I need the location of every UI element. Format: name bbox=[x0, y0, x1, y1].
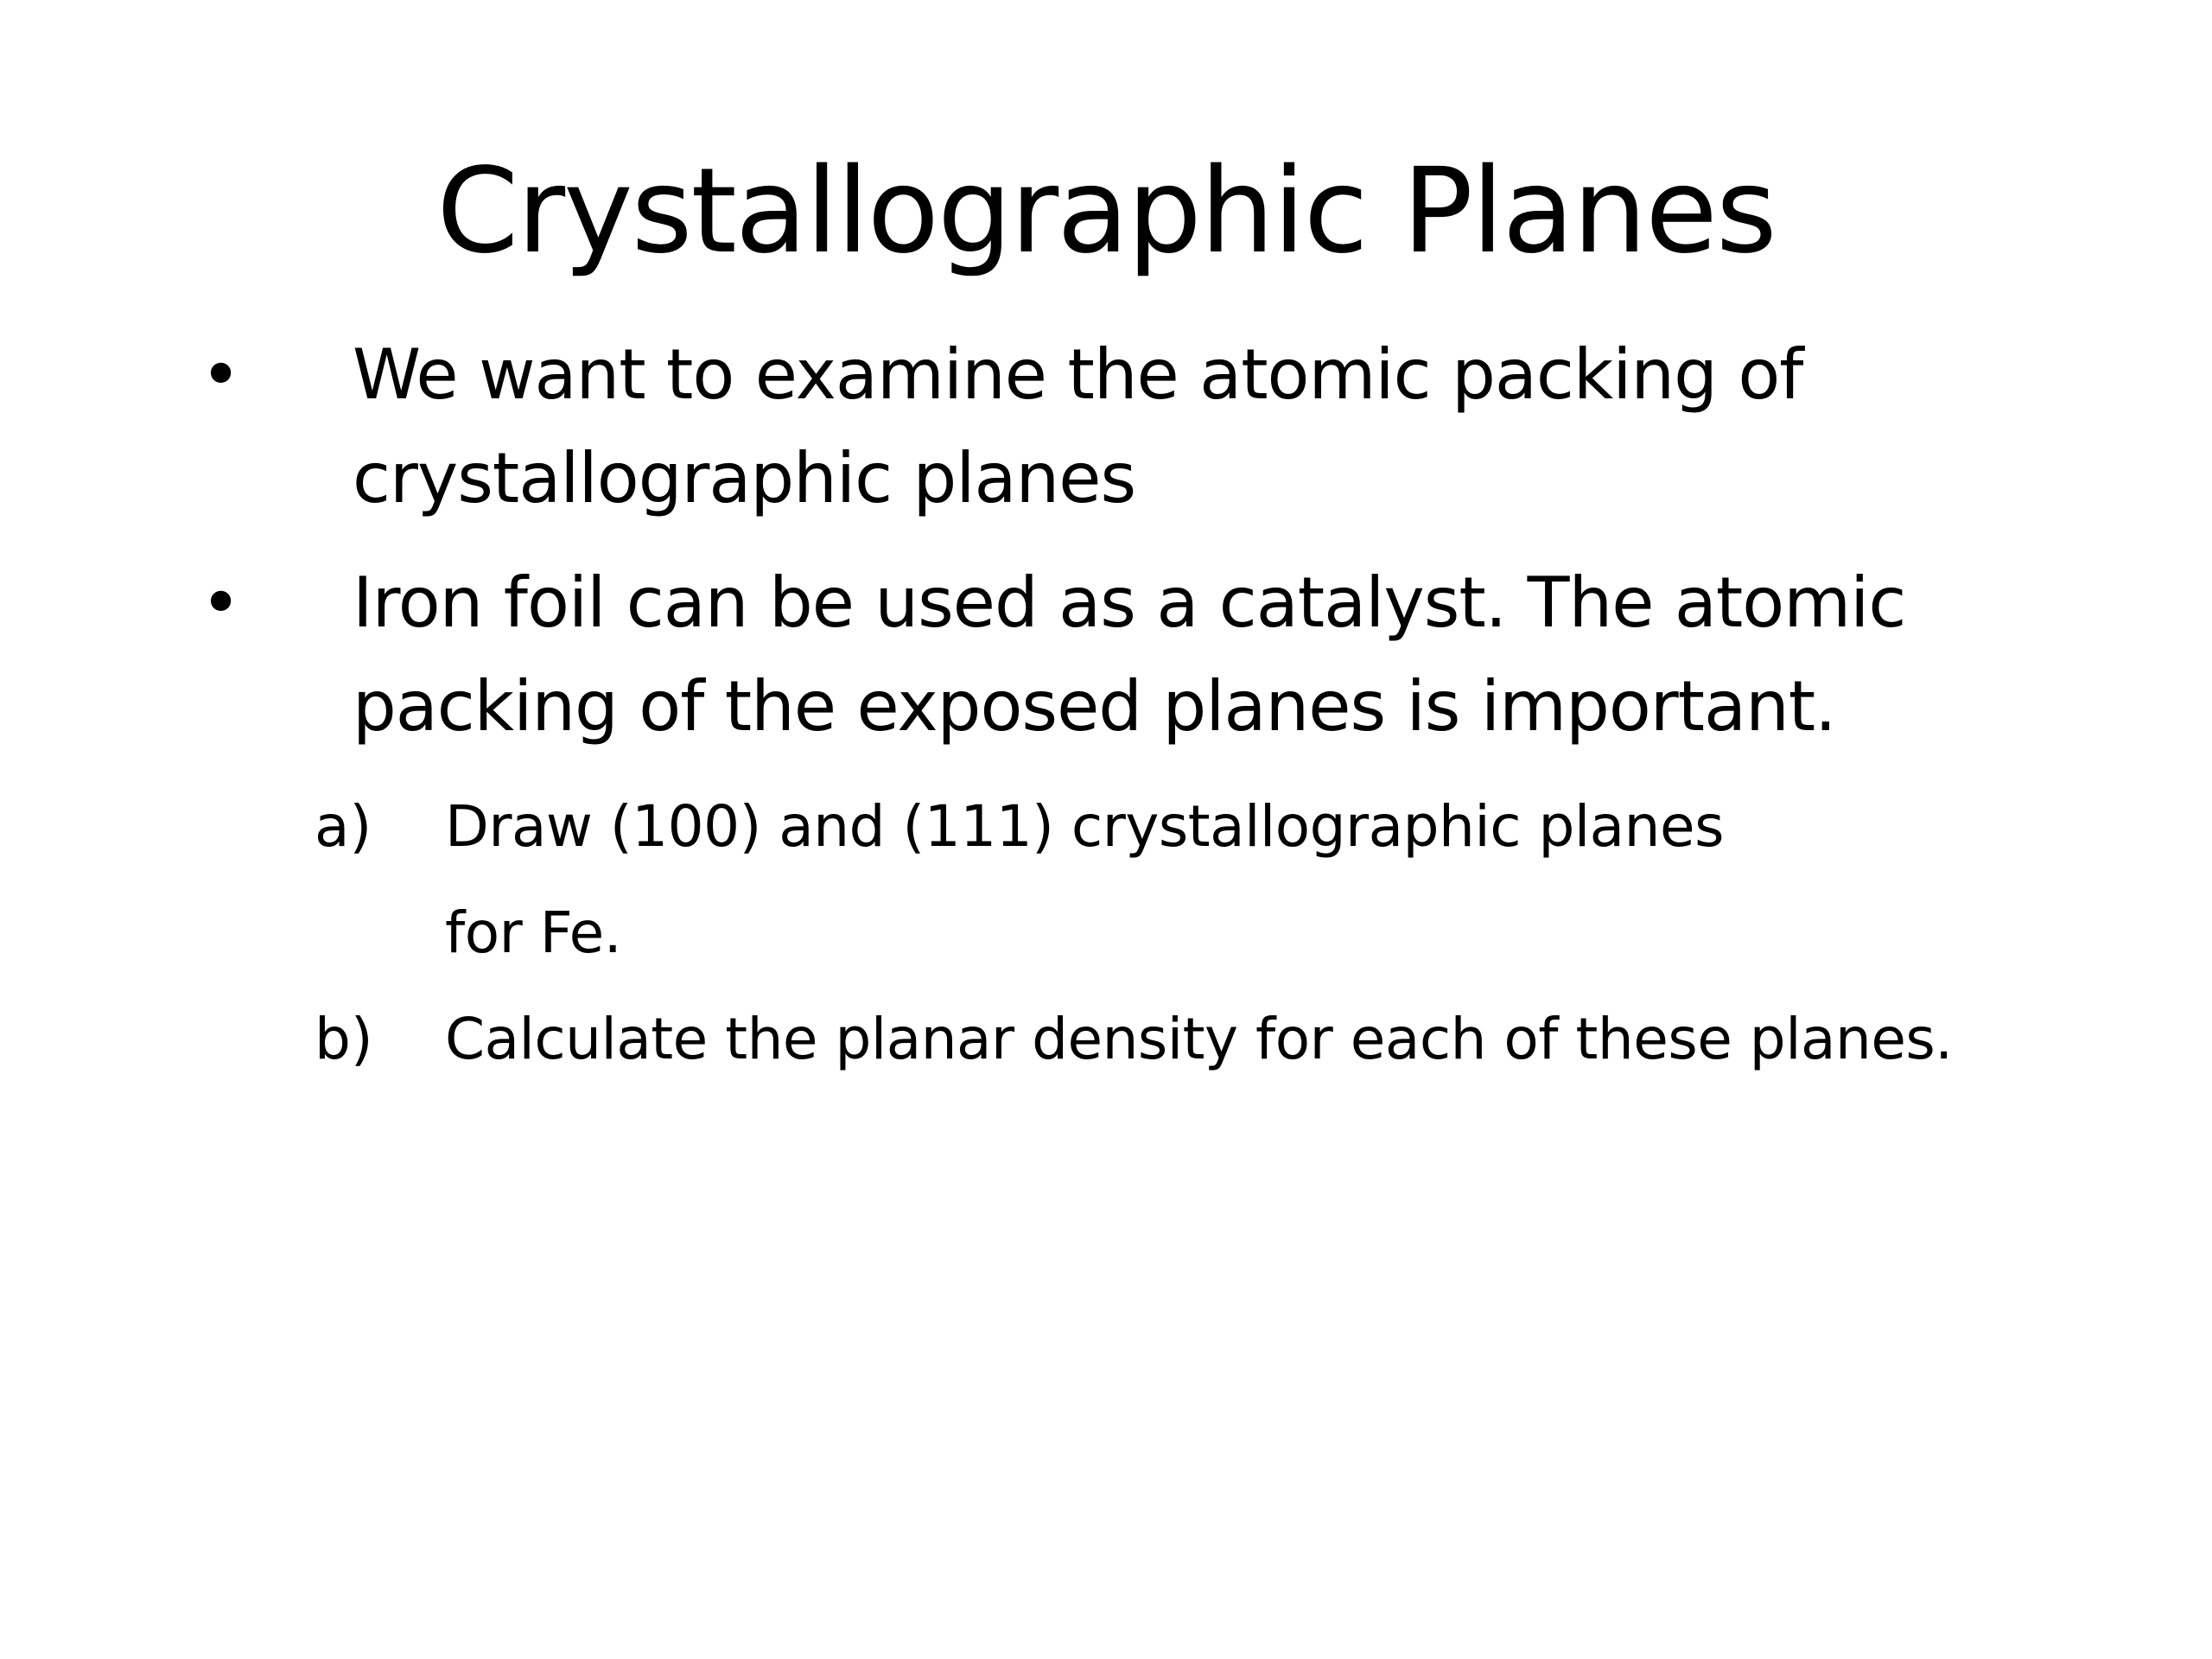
sub-item-line: for Fe. bbox=[445, 899, 622, 966]
bullet-line: We want to examine the atomic packing of bbox=[353, 334, 1803, 415]
sub-item-line: Draw (100) and (111) crystallographic planes bbox=[445, 793, 1724, 860]
bullet-line: Iron foil can be used as a catalyst. The atomic bbox=[353, 563, 1906, 643]
sub-item-line: Calculate the planar density for each of these planes. bbox=[445, 1006, 1953, 1072]
sub-item-marker: b) bbox=[315, 1006, 373, 1072]
sub-item-marker: a) bbox=[315, 793, 372, 860]
bullet-marker: • bbox=[200, 334, 242, 415]
bullet-line: crystallographic planes bbox=[353, 438, 1136, 518]
bullet-marker: • bbox=[200, 563, 242, 643]
slide-title: Crystallographic Planes bbox=[436, 143, 1776, 280]
bullet-line: packing of the exposed planes is important. bbox=[353, 666, 1836, 747]
